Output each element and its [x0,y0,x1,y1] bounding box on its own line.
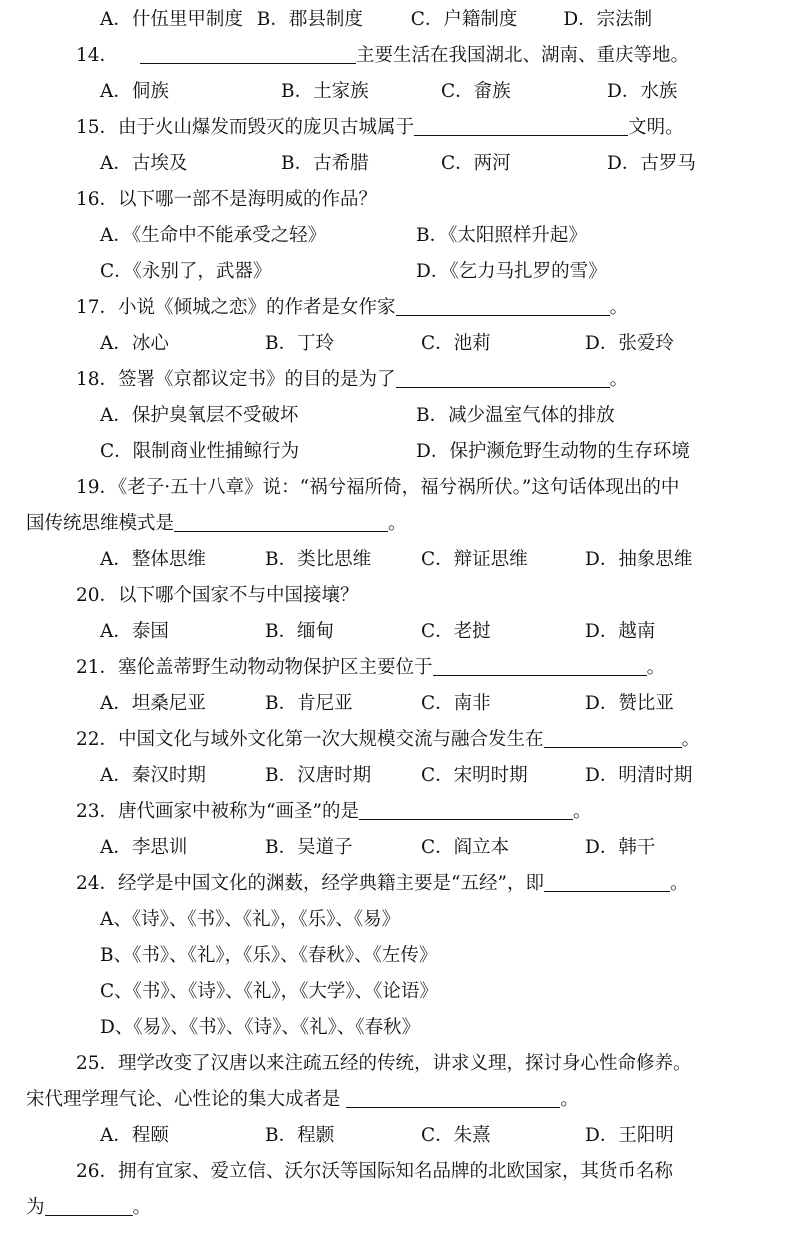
q18-stem-text: 签署《京都议定书》的目的是为了 [118,369,396,390]
q15-stem-tail: 文明。 [628,117,684,138]
q21-option-c[interactable]: C．南非 [421,693,491,714]
q23-option-a[interactable]: A．李思训 [100,837,188,858]
q17-option-d[interactable]: D．张爱玲 [585,333,674,354]
q18-option-c[interactable]: C．限制商业性捕鲸行为 [100,441,300,462]
q19-option-d[interactable]: D．抽象思维 [585,549,693,570]
q21-answer-blank[interactable] [433,653,647,676]
q21-stem-tail: 。 [646,657,666,678]
q25-options [100,1118,674,1154]
q15-number: 15． [76,117,119,138]
q17-stem-text: 小说《倾城之恋》的作者是女作家 [118,297,396,318]
q22-number: 22． [76,729,119,750]
q20-stem-text: 以下哪个国家不与中国接壤？ [118,585,359,606]
q18-stem-tail: 。 [609,369,629,390]
q19-options [100,542,692,578]
q14-option-c[interactable]: C．畲族 [441,81,511,102]
q23-stem-tail: 。 [572,801,592,822]
q24-answer-blank[interactable] [544,869,670,892]
q22-option-c[interactable]: C．宋明时期 [421,765,528,786]
q16-option-b[interactable]: B．《太阳照样升起》 [416,225,587,246]
q25-stem-line2 [26,1082,579,1118]
q26-stem [76,1154,673,1190]
q18-answer-blank[interactable] [396,365,610,388]
q24-stem [76,866,688,902]
q25-option-b[interactable]: B．程颢 [265,1125,335,1146]
q23-options [100,830,655,866]
q20-number: 20． [76,585,119,606]
q26-answer-blank[interactable] [45,1193,133,1216]
q21-option-d[interactable]: D．赞比亚 [585,693,674,714]
q16-options-row1 [100,218,587,254]
q23-number: 23． [76,801,119,822]
q25-answer-blank[interactable] [346,1085,560,1108]
q24-option-d[interactable]: D、《易》、《书》、《诗》、《礼》、《春秋》 [100,1017,421,1038]
q26-stem-text-2: 为 [26,1197,45,1218]
q20-option-a[interactable]: A．泰国 [100,621,169,642]
q18-options-row2 [100,434,690,470]
q19-stem-text-2: 国传统思维模式是 [26,513,175,534]
q17-stem-tail: 。 [609,297,629,318]
q16-option-a[interactable]: A．《生命中不能承受之轻》 [100,225,327,246]
q26-stem-text: 拥有宜家、爱立信、沃尔沃等国际知名品牌的北欧国家，其货币名称 [118,1161,674,1182]
q17-answer-blank[interactable] [396,293,610,316]
q17-option-a[interactable]: A．冰心 [100,333,169,354]
q16-stem-text: 以下哪一部不是海明威的作品？ [118,189,378,210]
q24-stem-tail: 。 [669,873,689,894]
q17-option-b[interactable]: B．丁玲 [265,333,335,354]
q25-option-a[interactable]: A．程颐 [100,1125,169,1146]
q19-answer-blank[interactable] [174,509,388,532]
q17-options [100,326,674,362]
q20-stem [76,578,359,614]
q15-option-c[interactable]: C．两河 [441,153,511,174]
q19-number: 19． [76,477,119,498]
q22-option-d[interactable]: D．明清时期 [585,765,693,786]
q24-option-b[interactable]: B、《书》、《礼》，《乐》、《春秋》、《左传》 [100,945,438,966]
q25-stem-tail: 。 [560,1089,579,1110]
q23-answer-blank[interactable] [359,797,573,820]
q14-option-b[interactable]: B．土家族 [281,81,369,102]
q16-options-row2 [100,254,607,290]
q18-stem [76,362,628,398]
q14-options [100,74,677,110]
q14-stem [76,38,689,74]
q13-option-c[interactable]: C．户籍制度 [410,9,518,30]
q16-option-c[interactable]: C．《永别了，武器》 [100,261,272,282]
q19-option-c[interactable]: C．辩证思维 [421,549,528,570]
q26-stem-line2 [26,1190,151,1226]
q21-option-a[interactable]: A．坦桑尼亚 [100,693,206,714]
q20-option-d[interactable]: D．越南 [585,621,656,642]
q18-number: 18． [76,369,119,390]
q14-answer-blank[interactable] [140,41,356,64]
q13-options [100,2,652,38]
q13-option-a[interactable]: A．什伍里甲制度 [100,9,243,30]
q25-option-d[interactable]: D．王阳明 [585,1125,674,1146]
q23-stem [76,794,591,830]
q24-number: 24． [76,873,119,894]
q25-stem [76,1046,692,1082]
q22-stem-tail: 。 [681,729,701,750]
q22-options [100,758,692,794]
q15-stem [76,110,684,146]
q13-option-d[interactable]: D．宗法制 [563,9,653,30]
q21-options [100,686,674,722]
q21-stem [76,650,665,686]
q19-option-b[interactable]: B．类比思维 [265,549,372,570]
q23-option-b[interactable]: B．吴道子 [265,837,353,858]
q19-stem-tail: 。 [388,513,407,534]
q19-option-a[interactable]: A．整体思维 [100,549,206,570]
q14-option-d[interactable]: D．水族 [607,81,678,102]
q25-stem-text: 理学改变了汉唐以来注疏五经的传统，讲求义理，探讨身心性命修养。 [118,1053,692,1074]
q16-number: 16． [76,189,119,210]
q19-stem-text: 《老子·五十八章》说：“祸兮福所倚，福兮祸所伏。”这句话体现出的中 [118,477,680,498]
q15-stem-text: 由于火山爆发而毁灭的庞贝古城属于 [118,117,415,138]
q26-stem-tail: 。 [132,1197,152,1218]
q20-option-c[interactable]: C．老挝 [421,621,491,642]
q18-options-row1 [100,398,615,434]
q21-stem-text: 塞伦盖蒂野生动物动物保护区主要位于 [118,657,433,678]
q17-option-c[interactable]: C．池莉 [421,333,491,354]
q17-number: 17． [76,297,119,318]
q25-number: 25． [76,1053,119,1074]
q22-stem [76,722,700,758]
q15-options [100,146,696,182]
q22-stem-text: 中国文化与域外文化第一次大规模交流与融合发生在 [118,729,544,750]
q24-option-c[interactable]: C、《书》、《诗》、《礼》，《大学》、《论语》 [100,981,438,1002]
q23-option-d[interactable]: D．韩干 [585,837,656,858]
q21-number: 21． [76,657,119,678]
q25-stem-text-2: 宋代理学理气论、心性论的集大成者是 [26,1089,347,1110]
q22-option-b[interactable]: B．汉唐时期 [265,765,372,786]
q19-stem-line2 [26,506,407,542]
q20-option-b[interactable]: B．缅甸 [265,621,335,642]
q14-option-a[interactable]: A．侗族 [100,81,169,102]
q20-options [100,614,655,650]
q16-option-d[interactable]: D．《乞力马扎罗的雪》 [416,261,607,282]
q22-answer-blank[interactable] [544,725,682,748]
q15-answer-blank[interactable] [414,113,628,136]
q25-option-c[interactable]: C．朱熹 [421,1125,491,1146]
q17-stem [76,290,628,326]
q16-stem [76,182,377,218]
q24-option-a[interactable]: A、《诗》、《书》、《礼》，《乐》、《易》 [100,909,401,930]
q21-option-b[interactable]: B．肯尼亚 [265,693,353,714]
q24-stem-text: 经学是中国文化的渊薮，经学典籍主要是“五经”，即 [118,873,544,894]
q13-option-b[interactable]: B．郡县制度 [256,9,363,30]
q19-stem [76,470,679,506]
q22-option-a[interactable]: A．秦汉时期 [100,765,206,786]
q15-option-d[interactable]: D．古罗马 [607,153,696,174]
q14-stem-text: 主要生活在我国湖北、湖南、重庆等地。 [356,45,690,66]
q23-stem-text: 唐代画家中被称为“画圣”的是 [118,801,359,822]
q15-option-a[interactable]: A．古埃及 [100,153,188,174]
q23-option-c[interactable]: C．阎立本 [421,837,510,858]
q26-number: 26． [76,1161,119,1182]
q18-option-d[interactable]: D．保护濒危野生动物的生存环境 [416,441,690,462]
q15-option-b[interactable]: B．古希腊 [281,153,369,174]
q18-option-a[interactable]: A．保护臭氧层不受破坏 [100,405,299,426]
q18-option-b[interactable]: B．减少温室气体的排放 [416,405,615,426]
q14-number: 14． [76,45,119,66]
